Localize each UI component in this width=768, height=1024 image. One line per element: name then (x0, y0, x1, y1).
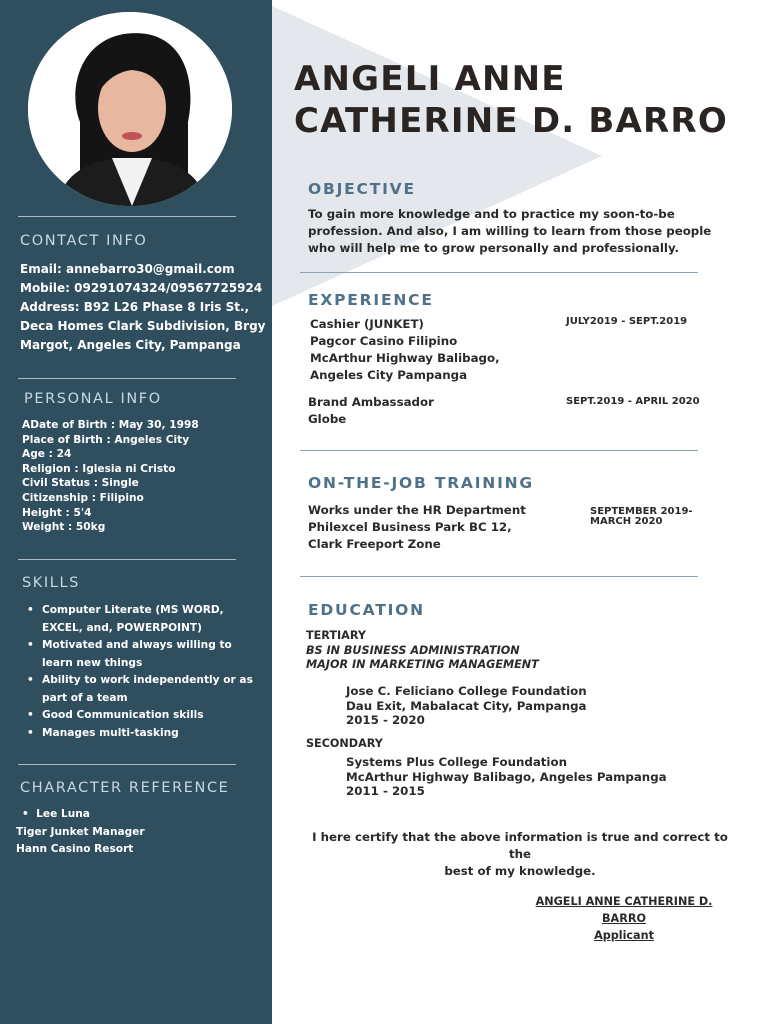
contact-address-line: Address: B92 L26 Phase 8 Iris St., (20, 300, 250, 314)
ojt-heading: ON-THE-JOB TRAINING (308, 474, 534, 492)
divider (300, 450, 698, 451)
job-entry: Cashier (JUNKET) Pagcor Casino Filipino McArthur Highway Balibago, Angeles City Pampanga (310, 317, 500, 382)
contact-email: Email: annebarro30@gmail.com (20, 262, 235, 276)
ojt-details: Works under the HR Department Philexcel Business Park BC 12, Clark Freeport Zone (308, 503, 526, 551)
personal-item: Place of Birth : Angeles City (22, 433, 190, 446)
job-entry: Brand Ambassador Globe (308, 395, 434, 426)
skill-item: • Good Communication skills (22, 707, 262, 725)
personal-heading: PERSONAL INFO (24, 391, 162, 407)
skill-item: • Motivated and always willing to learn new things (22, 637, 262, 672)
divider (300, 576, 698, 577)
ojt-date: SEPTEMBER 2019- MARCH 2020 (590, 506, 693, 527)
objective-heading: OBJECTIVE (308, 180, 416, 198)
personal-item: Height : 5'4 (22, 506, 92, 519)
decorative-triangle (272, 6, 602, 306)
degree-major: MAJOR IN MARKETING MANAGEMENT (306, 658, 539, 671)
divider (18, 764, 236, 765)
divider (300, 272, 698, 273)
reference-company: Hann Casino Resort (16, 843, 134, 855)
reference-title: Tiger Junket Manager (16, 825, 145, 838)
personal-item: Weight : 50kg (22, 521, 106, 534)
profile-photo (28, 12, 232, 206)
tertiary-school: Jose C. Feliciano College Foundation Dau Exit, Mabalacat City, Pampanga 2015 - 2020 (346, 684, 587, 727)
skills-list (22, 602, 262, 742)
personal-item: Age : 24 (22, 448, 72, 461)
tertiary-label: TERTIARY (306, 629, 366, 642)
secondary-label: SECONDARY (306, 737, 383, 750)
personal-item: Religion : Iglesia ni Cristo (22, 462, 176, 475)
reference-name: • Lee Luna (22, 808, 90, 820)
skill-item: • Computer Literate (MS WORD, EXCEL, and, POWERPOINT) (22, 602, 262, 637)
divider (18, 216, 236, 217)
applicant-name: ANGELI ANNE CATHERINE D. BARRO (294, 59, 728, 141)
contact-address-line: Margot, Angeles City, Pampanga (20, 338, 241, 352)
contact-heading: CONTACT INFO (20, 233, 148, 249)
objective-text: To gain more knowledge and to practice my soon-to-be profession. And also, I am willing to learn from those people who will help me to grow personally and professionally. (308, 207, 712, 255)
experience-heading: EXPERIENCE (308, 291, 434, 309)
job-date: JULY2019 - SEPT.2019 (566, 316, 688, 327)
personal-item: Citizenship : Filipino (22, 491, 144, 504)
contact-mobile: Mobile: 09291074324/09567725924 (20, 281, 263, 295)
degree: BS IN BUSINESS ADMINISTRATION (306, 643, 520, 657)
certification-text: I here certify that the above information is true and correct to the best of my knowledge. (312, 830, 728, 878)
reference-heading: CHARACTER REFERENCE (20, 780, 230, 796)
personal-item: ADate of Birth : May 30, 1998 (22, 419, 199, 431)
contact-address-line: Deca Homes Clark Subdivision, Brgy (20, 319, 266, 333)
skills-heading: SKILLS (22, 575, 80, 591)
divider (18, 378, 236, 379)
personal-details (22, 418, 199, 535)
education-heading: EDUCATION (308, 601, 425, 619)
divider (18, 559, 236, 560)
signature-name: ANGELI ANNE CATHERINE D. BARRO (535, 895, 713, 925)
signature-role: Applicant (594, 929, 654, 942)
signature-block (512, 893, 736, 944)
secondary-school: Systems Plus College Foundation McArthur Highway Balibago, Angeles Pampanga 2011 - 2015 (346, 755, 667, 798)
reference-details (16, 806, 145, 859)
skill-item: • Ability to work independently or as part of a team (22, 672, 262, 707)
skill-item: • Manages multi-tasking (22, 725, 262, 743)
personal-item: Civil Status : Single (22, 477, 139, 490)
job-date: SEPT.2019 - APRIL 2020 (566, 396, 700, 407)
sidebar (0, 0, 272, 1024)
tertiary-block (306, 629, 539, 673)
contact-details (20, 260, 266, 355)
